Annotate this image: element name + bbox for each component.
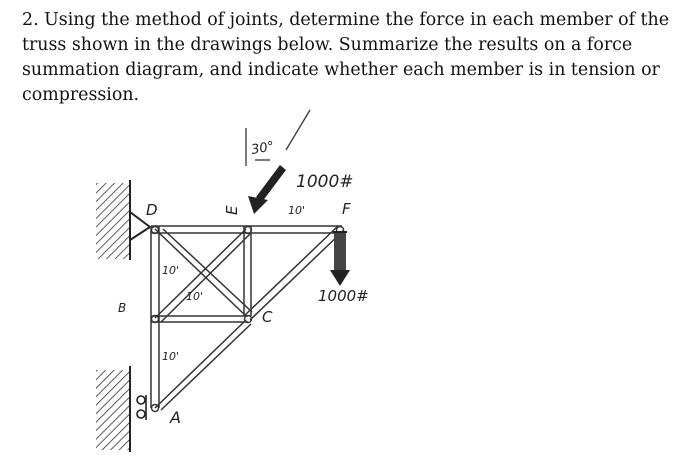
- label-C: C: [262, 308, 273, 326]
- truss-members: [151, 226, 344, 410]
- dim-DB: 10': [162, 264, 180, 277]
- vertical-load-label: 1000#: [318, 287, 369, 305]
- joint-labels: [118, 200, 351, 427]
- label-E: E: [223, 205, 241, 215]
- problem-statement: 2. Using the method of joints, determine the force in each member of the truss shown in the drawings below. Summarize the results on a force summation diagram, and indicate whether each member is in tension or compression.: [22, 10, 670, 105]
- load-angle-label: 30°: [250, 139, 276, 158]
- dimension-labels: [162, 204, 305, 363]
- inclined-load-arrow: [256, 165, 286, 202]
- label-A: A: [170, 408, 181, 427]
- dim-BA: 10': [162, 350, 180, 363]
- label-D: D: [146, 201, 158, 219]
- inclined-load: [246, 110, 354, 214]
- label-B: B: [118, 301, 127, 315]
- label-F: F: [342, 200, 351, 218]
- vertical-load-arrow: [330, 270, 350, 286]
- lower-wall-support: [96, 366, 146, 452]
- inclined-load-label: 1000#: [296, 172, 354, 192]
- vertical-load: [318, 232, 369, 305]
- member-AC: [155, 320, 246, 408]
- dim-EF: 10': [288, 204, 306, 217]
- dim-diag: 10': [186, 290, 204, 303]
- upper-wall-support: [96, 180, 150, 260]
